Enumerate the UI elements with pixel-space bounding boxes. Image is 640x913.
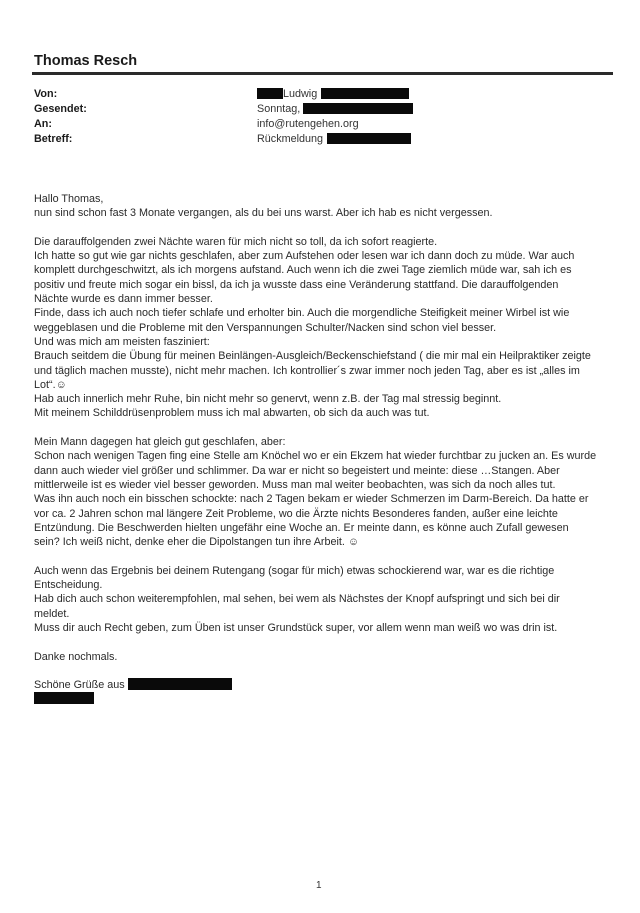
body-line: positiv und freute mich sogar ein bissl, da ich ja wusste dass eine Veränderung stattfand. Die darauffolgenden	[34, 278, 559, 291]
greeting: Hallo Thomas,	[34, 193, 104, 205]
body-line: vor ca. 2 Jahren schon mal längere Zeit Probleme, wo die Ärzte nichts Besonderes fanden, außer eine leichte	[34, 507, 558, 520]
signature-line	[34, 692, 619, 706]
body-line: sein? Ich weiß nicht, denke eher die Dipolstangen tun ihre Arbeit. ☺	[34, 536, 359, 549]
header-value-from-text: Ludwig	[283, 88, 318, 100]
header-row-to	[34, 118, 614, 133]
body-paragraphs	[34, 206, 619, 664]
body-paragraph	[34, 206, 619, 220]
body-paragraph	[34, 435, 619, 549]
body-line: mittlerweile ist es wieder viel besser geworden. Muss man mal weiter beobachten, was sich da noch alles tut.	[34, 478, 556, 491]
body-line: Die darauffolgenden zwei Nächte waren für mich nicht so toll, da ich sofort reagierte.	[34, 235, 438, 248]
header-row-from	[34, 88, 614, 103]
email-header-block	[34, 88, 614, 148]
sender-name: Thomas Resch	[34, 53, 138, 69]
body-line: nun sind schon fast 3 Monate vergangen, als du bei uns warst. Aber ich hab es nicht vergessen.	[34, 207, 493, 220]
body-line: Schon nach wenigen Tagen fing eine Stelle am Knöchel wo er ein Ekzem hat wieder furchtbar zu jucken an. Es wurde	[34, 450, 597, 463]
header-value-subject-text: Rückmeldung	[257, 133, 324, 145]
body-line: Auch wenn das Ergebnis bei deinem Rutengang (sogar für mich) etwas schockierend war, war es die richtige	[34, 564, 555, 577]
body-paragraph	[34, 235, 619, 421]
body-line: Mit meinem Schilddrüsenproblem muss ich mal abwarten, ob sich da auch was tut.	[34, 407, 430, 420]
body-line: Mein Mann dagegen hat gleich gut geschlafen, aber:	[34, 436, 286, 449]
body-line: Entscheidung.	[34, 579, 103, 592]
body-line: meldet.	[34, 607, 70, 620]
body-line: Finde, dass ich auch noch tiefer schlafe und erholter bin. Auch die morgendliche Steifigkeit meiner Wirbel ist wie	[34, 307, 570, 320]
header-divider	[32, 72, 613, 75]
body-line: Lot“.☺	[34, 378, 67, 391]
body-line: Hab auch innerlich mehr Ruhe, bin nicht mehr so genervt, wenn z.B. der Tag mal stressig beginnt.	[34, 393, 502, 406]
body-line: Muss dir auch Recht geben, zum Üben ist unser Grundstück super, vor allem wenn man weiß wo was drin ist.	[34, 621, 558, 634]
closing-text: Schöne Grüße aus	[34, 679, 125, 692]
body-line: Danke nochmals.	[34, 650, 118, 663]
header-label-to: An:	[34, 118, 52, 130]
body-paragraph	[34, 650, 619, 664]
body-line: dann auch wieder viel größer und schlimmer. Da war er nicht so begeistert und meinte: diese …Stangen. Aber	[34, 464, 560, 477]
header-label-from: Von:	[34, 88, 58, 100]
redaction-bar	[34, 692, 94, 704]
body-line: Entzündung. Die Beschwerden hielten ungefähr eine Woche an. Er meinte dann, es könne auch Zufall gewesen	[34, 521, 569, 534]
header-value-sent-text: Sonntag,	[257, 103, 301, 115]
body-line: Und was mich am meisten fasziniert:	[34, 335, 210, 348]
header-row-subject	[34, 133, 614, 148]
header-value-from	[257, 88, 409, 100]
redaction-bar	[257, 88, 283, 99]
email-body	[34, 192, 619, 707]
body-line: Hab dich auch schon weiterempfohlen, mal sehen, bei wem als Nächstes der Knopf aufspringt und sich bei dir	[34, 593, 560, 606]
redaction-bar	[321, 88, 409, 99]
header-value-subject	[257, 133, 411, 145]
header-value-sent	[257, 103, 413, 115]
header-label-subject: Betreff:	[34, 133, 73, 145]
body-line: Nächte wurde es dann immer besser.	[34, 293, 213, 306]
body-line: Brauch seitdem die Übung für meinen Beinlängen-Ausgleich/Beckenschiefstand ( die mir mal ein Heilpraktiker zeigte	[34, 350, 591, 363]
body-line: Was ihn auch noch ein bisschen schockte: nach 2 Tagen bekam er wieder Schmerzen im Darm-Bereich. Da hatte er	[34, 493, 589, 506]
body-paragraph	[34, 564, 619, 635]
body-line: und täglich machen musste), nicht mehr machen. Ich kontrollier´s zwar immer noch jeden Tag, aber es ist „alles im	[34, 364, 580, 377]
header-value-to: info@rutengehen.org	[257, 118, 359, 130]
body-line: Ich hatte so gut wie gar nichts geschlafen, aber zum Aufstehen oder lesen war ich dann doch zu müde. War auch	[34, 250, 575, 263]
header-row-sent	[34, 103, 614, 118]
redaction-bar	[327, 133, 411, 144]
body-line: weggeblasen und die Probleme mit den Verspannungen Schulter/Nacken sind schon viel besser.	[34, 321, 497, 334]
header-label-sent: Gesendet:	[34, 103, 87, 115]
redaction-bar	[303, 103, 413, 114]
redaction-bar	[128, 678, 232, 690]
body-line: komplett durchgeschwitzt, als ich morgens aufstand. Auch wenn ich die zwei Tage ziemlich müde war, sah ich es	[34, 264, 572, 277]
page-number: 1	[316, 880, 322, 891]
closing-line	[34, 678, 619, 692]
